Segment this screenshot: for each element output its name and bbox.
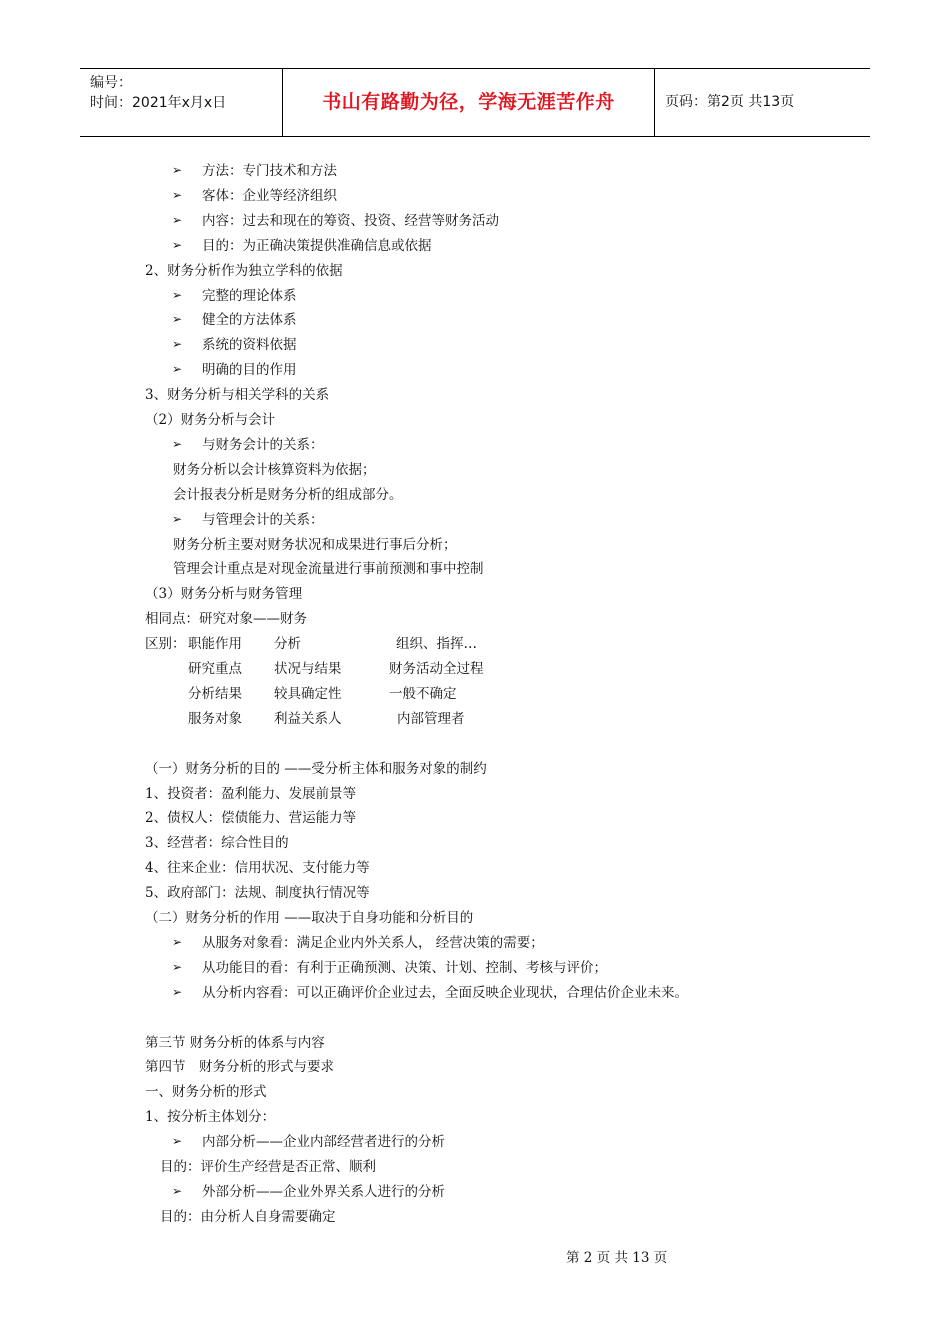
text-line: 3、经营者：综合性目的 [145, 835, 289, 852]
bullet-icon: ➢ [172, 511, 183, 526]
text-line: 5、政府部门：法规、制度执行情况等 [145, 885, 370, 902]
page-footer: 第 2 页 共 13 页 [566, 1250, 668, 1266]
text-line: 2、财务分析作为独立学科的依据 [145, 262, 343, 279]
text-line: 第四节 财务分析的形式与要求 [145, 1059, 334, 1076]
text-line: 从功能目的看：有利于正确预测、决策、计划、控制、考核与评价； [202, 959, 607, 976]
text-line: 目的：评价生产经营是否正常、顺利 [160, 1159, 376, 1175]
compare-cell-c3: 财务活动全过程 [389, 661, 484, 677]
text-line: 系统的资料依据 [202, 337, 297, 354]
text-line: 目的：由分析人自身需要确定 [160, 1208, 336, 1225]
text-line: 从分析内容看：可以正确评价企业过去，全面反映企业现状，合理估价企业未来。 [202, 984, 688, 1001]
text-line: 方法：专门技术和方法 [202, 163, 337, 179]
text-line: 财务分析主要对财务状况和成果进行事后分析； [173, 536, 457, 553]
text-line: 内容：过去和现在的筹资、投资、经营等财务活动 [202, 212, 499, 229]
compare-cell-c1: 职能作用 [188, 636, 242, 653]
compare-cell-c3: 组织、指挥… [396, 636, 477, 653]
bullet-icon: ➢ [172, 362, 183, 377]
text-line: 相同点：研究对象——财务 [145, 611, 307, 628]
bullet-icon: ➢ [172, 1183, 183, 1198]
bullet-icon: ➢ [172, 934, 183, 949]
text-line: 管理会计重点是对现金流量进行事前预测和事中控制 [173, 561, 484, 578]
header-motto: 书山有路勤为径，学海无涯苦作舟 [283, 69, 655, 136]
time-label: 时间：2021年x月x日 [90, 95, 227, 111]
text-line: 1、按分析主体划分： [145, 1109, 276, 1126]
text-line: 4、往来企业：信用状况、支付能力等 [145, 860, 370, 877]
text-line: 从服务对象看：满足企业内外关系人， 经营决策的需要； [202, 934, 544, 951]
text-line: 第三节 财务分析的体系与内容 [145, 1034, 325, 1051]
bullet-icon: ➢ [172, 984, 183, 999]
text-line: 1、投资者：盈利能力、发展前景等 [145, 785, 357, 802]
bullet-icon: ➢ [172, 436, 183, 451]
text-line: 与财务会计的关系： [202, 436, 324, 453]
text-line: 一、财务分析的形式 [145, 1084, 267, 1101]
text-line: 会计报表分析是财务分析的组成部分。 [173, 486, 403, 503]
text-line: （一）财务分析的目的 ——受分析主体和服务对象的制约 [145, 760, 487, 777]
compare-cell-c1: 服务对象 [188, 710, 242, 727]
text-line: 3、财务分析与相关学科的关系 [145, 387, 330, 404]
compare-cell-c2: 较具确定性 [274, 685, 342, 702]
compare-cell-c2: 利益关系人 [274, 710, 342, 727]
bullet-icon: ➢ [172, 187, 183, 202]
compare-cell-c1: 分析结果 [188, 685, 242, 702]
bullet-icon: ➢ [172, 337, 183, 352]
bullet-icon: ➢ [172, 212, 183, 227]
text-line: 完整的理论体系 [202, 287, 297, 304]
compare-cell-lead: 区别： [145, 636, 186, 653]
text-line: （2）财务分析与会计 [145, 412, 276, 428]
text-line: 2、债权人：偿债能力、营运能力等 [145, 810, 357, 827]
text-line: 外部分析——企业外界关系人进行的分析 [202, 1183, 445, 1200]
compare-cell-c3: 一般不确定 [389, 685, 457, 702]
text-line: 内部分析——企业内部经营者进行的分析 [202, 1134, 445, 1151]
bullet-icon: ➢ [172, 1134, 183, 1149]
compare-cell-c3: 内部管理者 [397, 710, 465, 727]
text-line: 明确的目的作用 [202, 362, 297, 379]
header-page-info: 页码：第2页 共13页 [665, 94, 795, 110]
page-header [80, 68, 870, 137]
text-line: 目的：为正确决策提供准确信息或依据 [202, 237, 432, 254]
header-meta-cell [80, 69, 283, 136]
compare-cell-c2: 状况与结果 [274, 661, 342, 677]
text-line: （二）财务分析的作用 ——取决于自身功能和分析目的 [145, 910, 474, 926]
text-line: 客体：企业等经济组织 [202, 187, 337, 204]
code-label: 编号： [90, 75, 132, 91]
bullet-icon: ➢ [172, 959, 183, 974]
compare-cell-c1: 研究重点 [188, 661, 242, 677]
text-line: （3）财务分析与财务管理 [145, 586, 303, 603]
bullet-icon: ➢ [172, 287, 183, 302]
text-line: 财务分析以会计核算资料为依据； [173, 461, 376, 478]
bullet-icon: ➢ [172, 163, 183, 177]
bullet-icon: ➢ [172, 312, 183, 327]
text-line: 健全的方法体系 [202, 312, 297, 329]
bullet-icon: ➢ [172, 237, 183, 252]
compare-cell-c2: 分析 [274, 636, 301, 653]
text-line: 与管理会计的关系： [202, 511, 324, 528]
